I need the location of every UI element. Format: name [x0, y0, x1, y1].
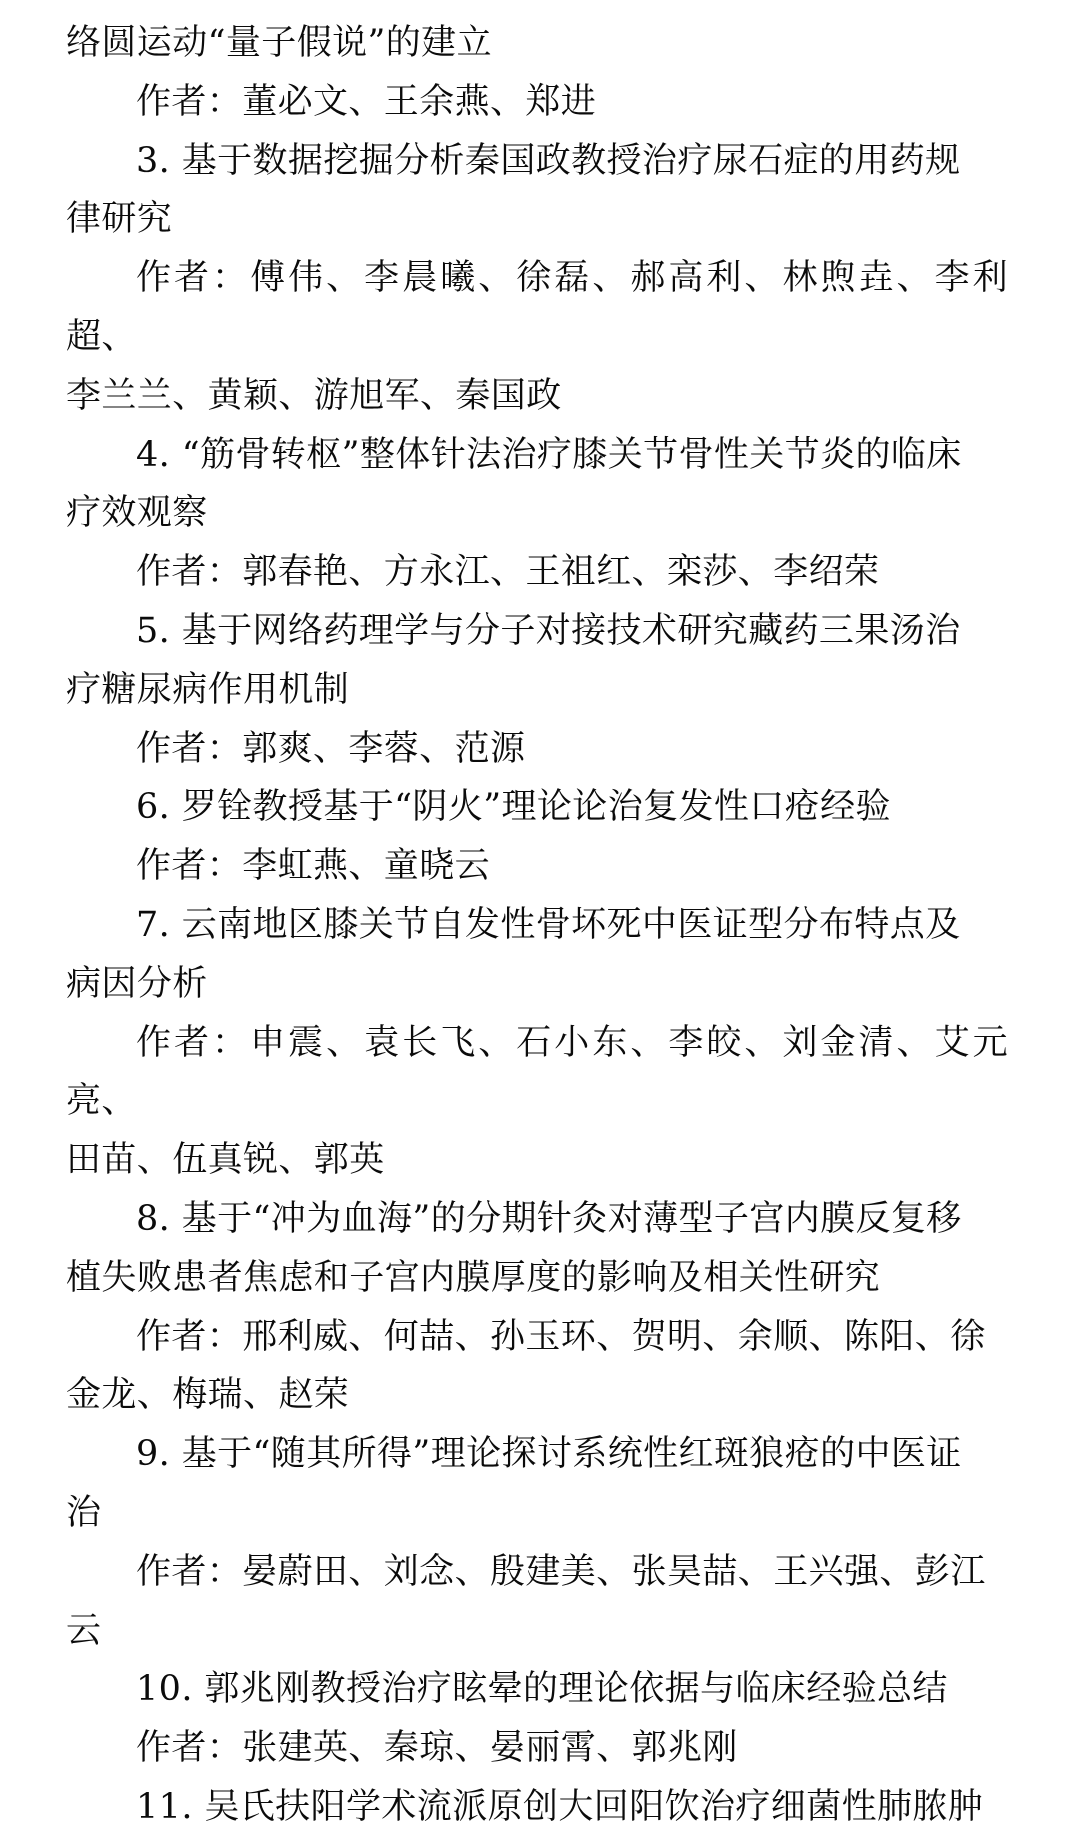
- text-line: 5. 基于网络药理学与分子对接技术研究藏药三果汤治: [136, 610, 961, 651]
- text-line: 络圆运动“量子假说”的建立: [66, 23, 492, 63]
- text-line: 9. 基于“随其所得”理论探讨系统性红斑狼疮的中医证: [136, 1434, 962, 1475]
- text-line: 作者：郭春艳、方永江、王祖红、栾莎、李绍荣: [136, 552, 880, 593]
- text-line: 3. 基于数据挖掘分析秦国政教授治疗尿石症的用药规: [136, 140, 961, 181]
- text-line: 作者：傅伟、李晨曦、徐磊、郝高利、林煦垚、李利超、: [66, 258, 1008, 357]
- text-line: 疗糖尿病作用机制: [66, 669, 350, 710]
- text-line: 作者：张建英、秦琼、晏丽霄、郭兆刚: [136, 1728, 738, 1769]
- text-line: 病因分析: [66, 963, 208, 1004]
- text-line: 作者：邢利威、何喆、孙玉环、贺明、余顺、陈阳、徐: [136, 1316, 986, 1357]
- text-line: 作者：郭爽、李蓉、范源: [136, 728, 526, 769]
- text-line: 金龙、梅瑞、赵荣: [66, 1375, 350, 1416]
- text-line: 10. 郭兆刚教授治疗眩晕的理论依据与临床经验总结: [136, 1669, 948, 1710]
- text-line: 11. 吴氏扶阳学术流派原创大回阳饮治疗细菌性肺脓肿: [136, 1786, 984, 1827]
- document-body: [66, 14, 1008, 1837]
- text-line: 田苗、伍真锐、郭英: [66, 1140, 385, 1181]
- text-line: 6. 罗铨教授基于“阴火”理论论治复发性口疮经验: [136, 787, 891, 828]
- text-line: 云: [66, 1610, 102, 1651]
- text-line: 作者：李虹燕、童晓云: [136, 846, 491, 887]
- text-line: 治: [66, 1492, 102, 1533]
- text-line: 植失败患者焦虑和子宫内膜厚度的影响及相关性研究: [66, 1257, 881, 1298]
- text-line: 作者：董必文、王余燕、郑进: [136, 81, 597, 122]
- text-line: 律研究: [66, 199, 173, 240]
- text-line: 疗效观察: [66, 493, 208, 534]
- text-line: 7. 云南地区膝关节自发性骨坏死中医证型分布特点及: [136, 904, 961, 945]
- text-line: 8. 基于“冲为血海”的分期针灸对薄型子宫内膜反复移: [136, 1198, 962, 1239]
- text-line: 作者：申震、袁长飞、石小东、李皎、刘金清、艾元亮、: [66, 1022, 1008, 1122]
- text-line: 作者：晏蔚田、刘念、殷建美、张昊喆、王兴强、彭江: [136, 1551, 986, 1592]
- text-line: 4. “筋骨转枢”整体针法治疗膝关节骨性关节炎的临床: [136, 434, 962, 475]
- text-line: 李兰兰、黄颖、游旭军、秦国政: [66, 375, 562, 416]
